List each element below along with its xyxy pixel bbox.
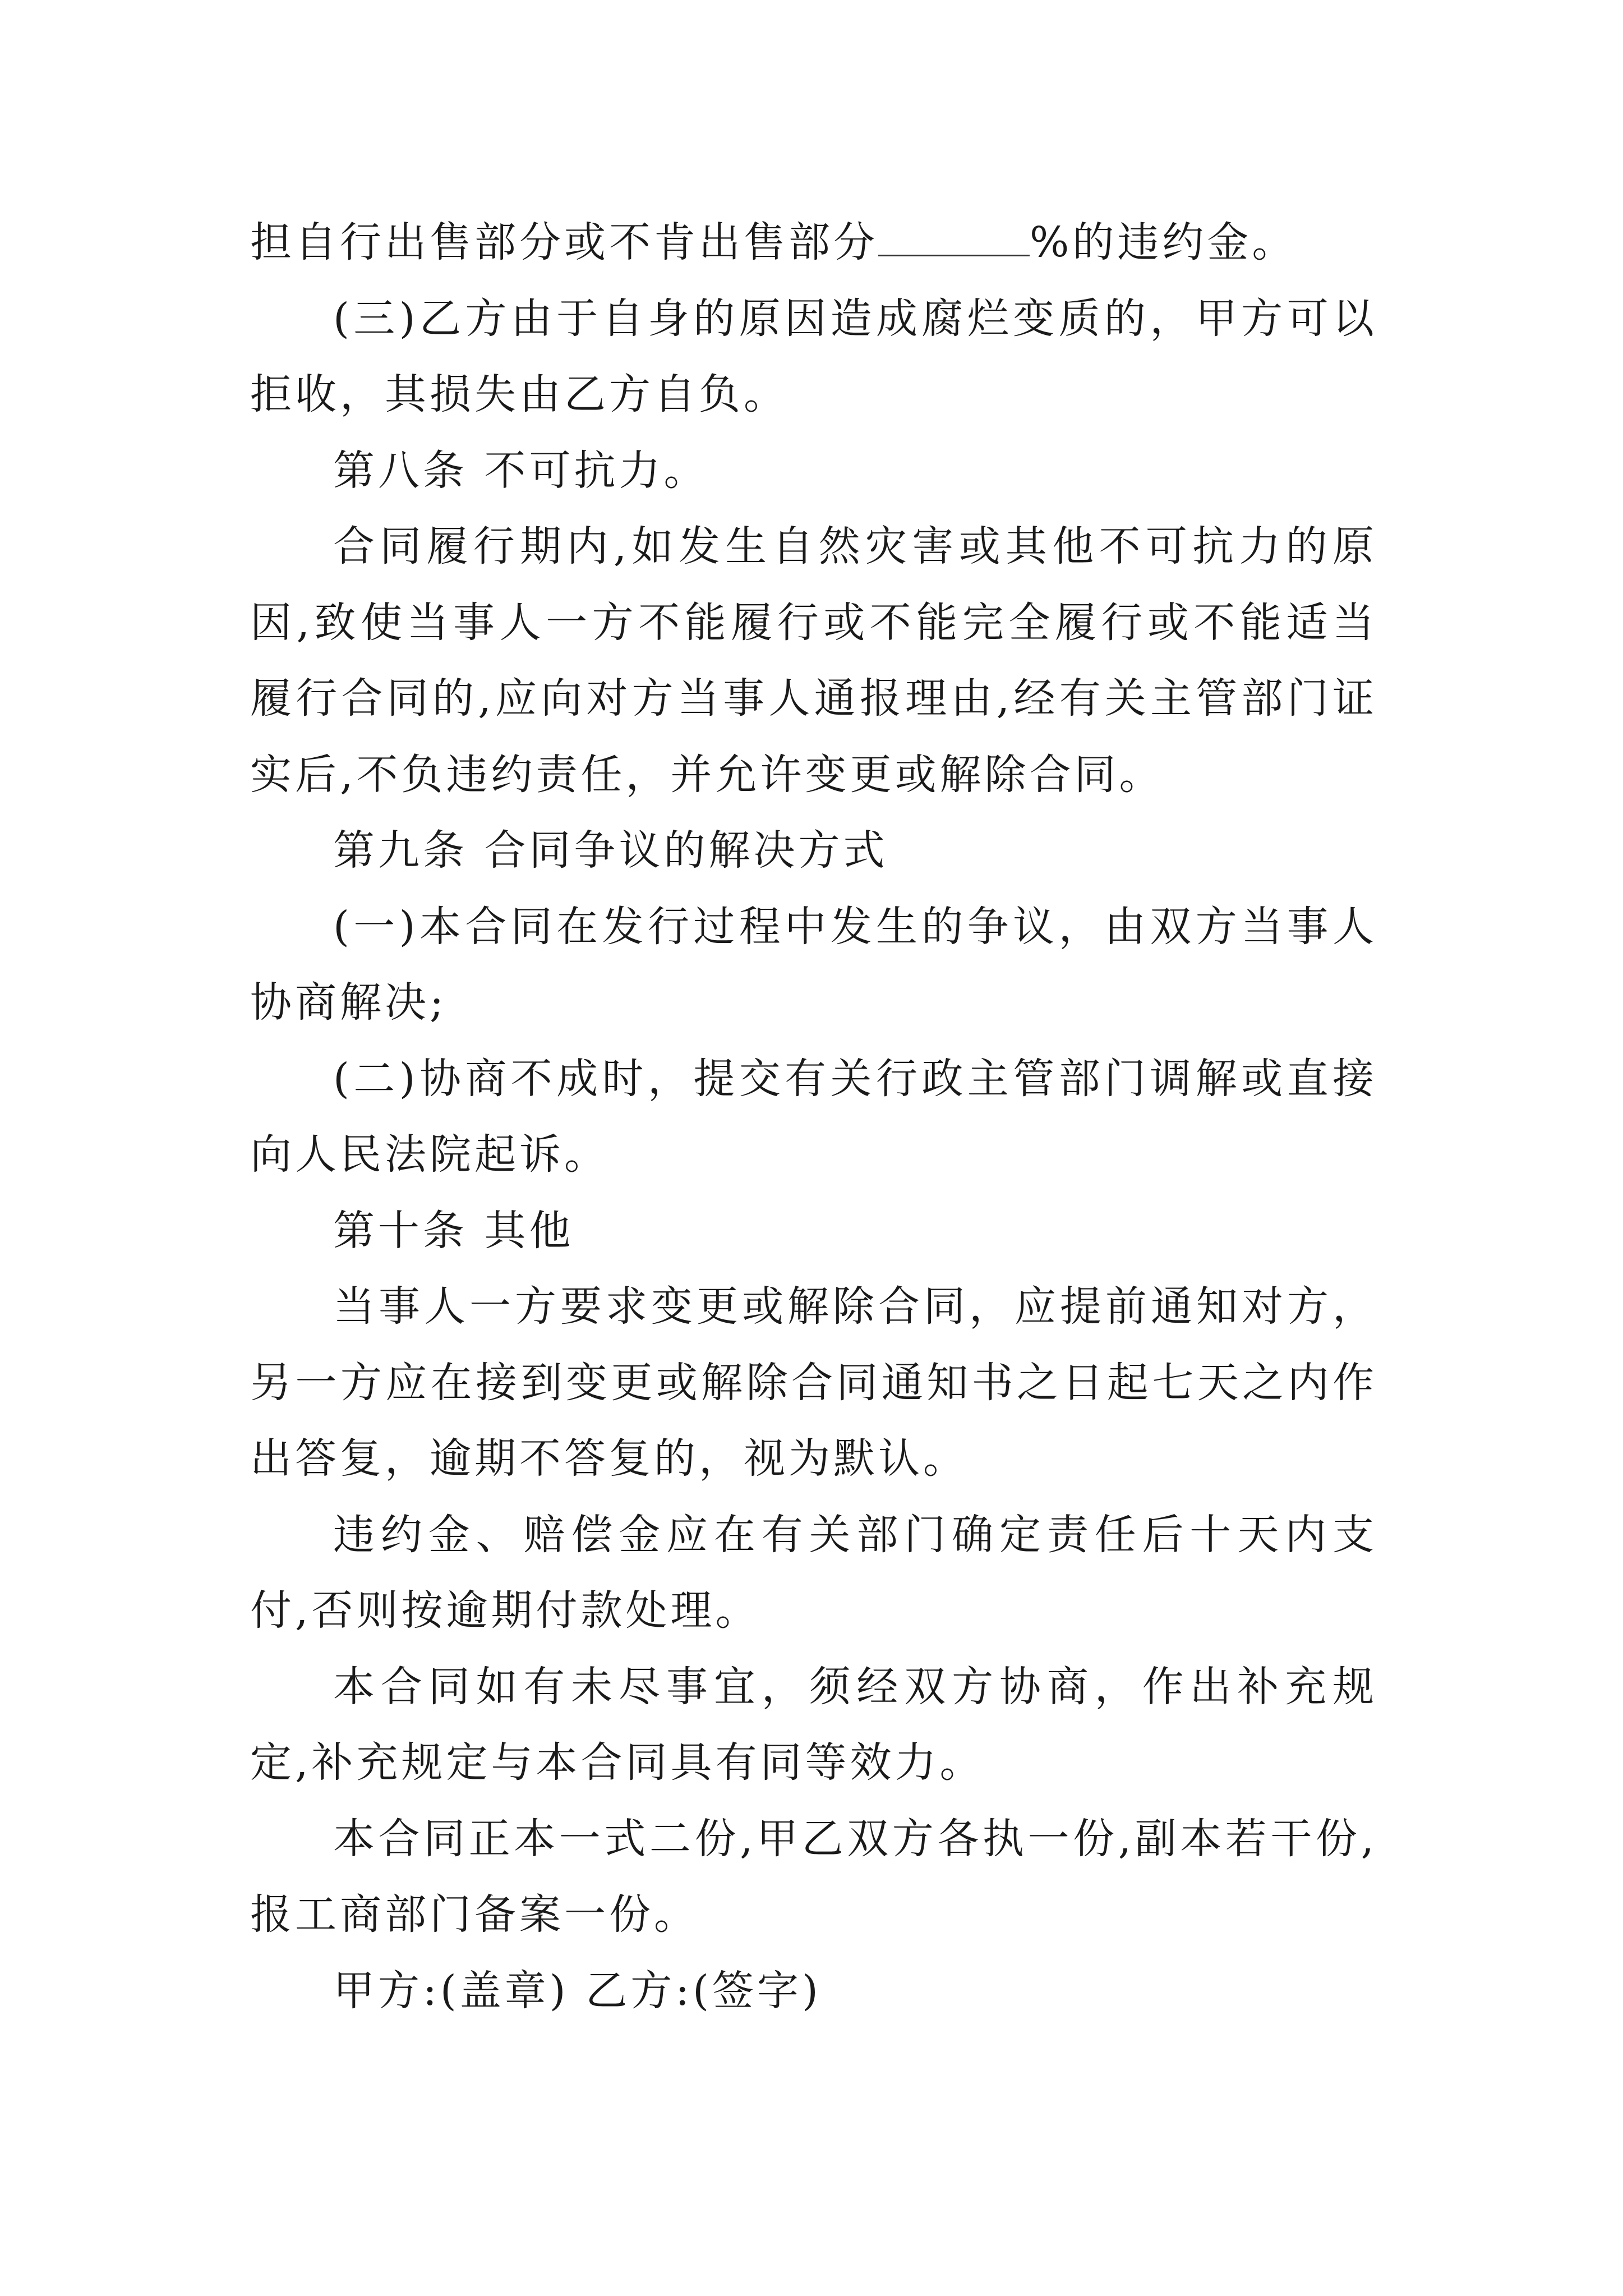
penalty-text-after: %的违约金。 bbox=[1030, 218, 1297, 266]
force-majeure-paragraph: 合同履行期内,如发生自然灾害或其他不可抗力的原因,致使当事人一方不能履行或不能完全履行或不能适当履行合同的,应向对方当事人通报理由,经有关主管部门证实后,不负违约责任，并允许变更或解除合同。 bbox=[250, 522, 1377, 799]
dispute-clause-1: (一)本合同在发行过程中发生的争议，由双方当事人协商解决; bbox=[250, 902, 1377, 1027]
copies-paragraph: 本合同正本一式二份,甲乙双方各执一份,副本若干份,报工商部门备案一份。 bbox=[250, 1814, 1377, 1939]
clause-spoilage: (三)乙方由于自身的原因造成腐烂变质的，甲方可以拒收，其损失由乙方自负。 bbox=[250, 294, 1377, 418]
supplement-paragraph: 本合同如有未尽事宜，须经双方协商，作出补充规定,补充规定与本合同具有同等效力。 bbox=[250, 1662, 1377, 1787]
penalty-payment-paragraph: 违约金、赔偿金应在有关部门确定责任后十天内支付,否则按逾期付款处理。 bbox=[250, 1510, 1377, 1635]
contract-change-paragraph: 当事人一方要求变更或解除合同，应提前通知对方，另一方应在接到变更或解除合同通知书之日起七天之内作出答复，逾期不答复的，视为默认。 bbox=[250, 1282, 1377, 1483]
paragraph-penalty-continuation bbox=[250, 205, 1377, 281]
document-body bbox=[250, 205, 1377, 2029]
article-9-heading: 第九条 合同争议的解决方式 bbox=[333, 826, 888, 875]
penalty-text-before: 担自行出售部分或不肯出售部分 bbox=[250, 218, 878, 266]
article-10-heading: 第十条 其他 bbox=[333, 1206, 574, 1255]
penalty-percent-blank bbox=[878, 223, 1030, 256]
article-8-heading: 第八条 不可抗力。 bbox=[333, 446, 709, 495]
dispute-clause-2: (二)协商不成时，提交有关行政主管部门调解或直接向人民法院起诉。 bbox=[250, 1054, 1377, 1179]
signature-line: 甲方:(盖章) 乙方:(签字) bbox=[333, 1966, 822, 2015]
